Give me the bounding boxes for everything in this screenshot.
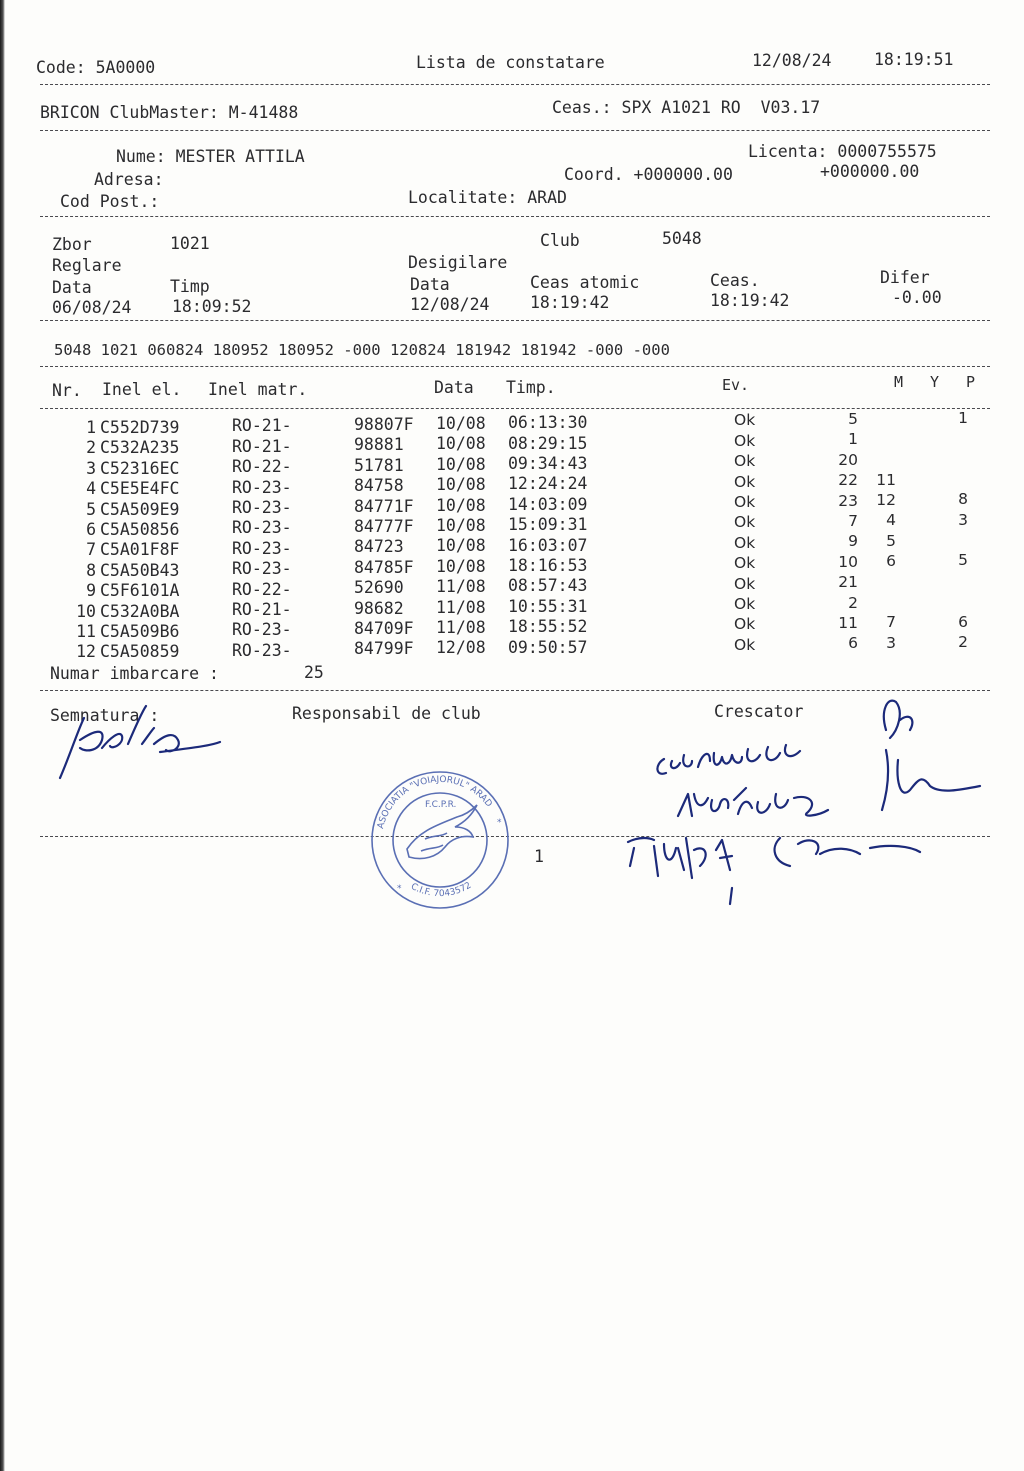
license-number: Licenta: 0000755575 [748, 142, 937, 161]
cell-inel-el: C5A01F8F [100, 540, 180, 560]
breeder-label: Crescator [714, 702, 804, 721]
cell-nr: 12 [76, 642, 96, 662]
cell-m: 22 [838, 471, 858, 490]
cell-time: 06:13:30 [508, 413, 588, 433]
cell-ring-number: 84758 [354, 476, 404, 496]
cell-inel-el: C532A235 [100, 438, 180, 458]
cell-ring-prefix: RO-23- [232, 620, 292, 640]
cell-nr: 5 [86, 499, 96, 519]
cell-time: 15:09:31 [508, 515, 588, 535]
cell-date: 11/08 [436, 597, 486, 617]
cell-inel-el: C552D739 [100, 418, 180, 437]
cell-p: 8 [958, 490, 968, 509]
desigilare-label: Desigilare [408, 253, 508, 272]
cell-nr: 2 [86, 438, 96, 458]
clubmaster-id: BRICON ClubMaster: M-41488 [40, 103, 299, 122]
cell-event: Ok [734, 595, 756, 613]
cell-ring-number: 52690 [354, 578, 404, 598]
divider [40, 366, 990, 367]
cell-ring-number: 84777F [354, 516, 414, 536]
cell-date: 10/08 [436, 454, 486, 474]
cell-ring-prefix: RO-23- [232, 559, 292, 579]
cell-p: 2 [958, 632, 968, 651]
cell-ring-prefix: RO-21- [232, 416, 292, 436]
col-header-inel-matr: Inel matr. [208, 380, 308, 399]
cell-ring-prefix: RO-21- [232, 436, 292, 456]
cell-p: 6 [958, 612, 968, 631]
cell-m: 10 [838, 552, 858, 571]
cell-time: 16:03:07 [508, 535, 588, 555]
cell-inel-el: C5A50B43 [100, 560, 180, 580]
cell-ring-prefix: RO-23- [232, 518, 292, 538]
cell-m: 9 [848, 532, 858, 551]
cell-event: Ok [734, 533, 756, 552]
divider [40, 320, 990, 321]
cell-event: Ok [734, 431, 756, 450]
cell-inel-el: C52316EC [100, 458, 180, 478]
cell-nr: 11 [76, 622, 96, 642]
cell-ring-number: 84709F [354, 618, 414, 638]
document-title: Lista de constatare [416, 53, 605, 72]
cell-m: 20 [838, 450, 858, 469]
cell-event: Ok [734, 635, 756, 654]
cell-m: 2 [848, 593, 858, 612]
cell-ring-prefix: RO-23- [232, 498, 292, 518]
breeder-signature-3 [620, 826, 940, 906]
cell-date: 10/08 [436, 495, 486, 515]
cell-date: 10/08 [436, 515, 486, 535]
cell-date: 10/08 [436, 556, 486, 576]
cell-event: Ok [734, 574, 756, 593]
cell-m: 6 [848, 634, 858, 653]
cell-time: 09:50:57 [508, 637, 588, 657]
cell-ring-number: 98881 [354, 435, 404, 455]
locality: Localitate: ARAD [408, 188, 567, 207]
cell-nr: 4 [86, 479, 96, 499]
cell-y: 4 [886, 511, 896, 530]
reglare-date-label: Data [52, 278, 92, 297]
signature-label: Semnatura : [50, 706, 160, 725]
cell-p: 1 [958, 408, 968, 427]
reglare-label: Reglare [52, 256, 122, 275]
cell-time: 10:55:31 [508, 596, 588, 616]
cell-nr: 10 [76, 601, 96, 621]
cell-m: 23 [838, 491, 858, 510]
boarding-label: Numar imbarcare : [50, 664, 219, 683]
difference-label: Difer [880, 268, 930, 287]
cell-p: 3 [958, 510, 968, 529]
clock-label: Ceas. [710, 271, 760, 290]
cell-p: 5 [958, 551, 968, 570]
col-header-timp: Timp. [506, 378, 556, 397]
cell-ring-number: 84785F [354, 557, 414, 577]
col-header-nr: Nr. [52, 381, 82, 400]
scan-edge [0, 0, 5, 1471]
stamp-star-right: * [497, 818, 502, 828]
stamp-center-text: F.C.P.R. [425, 800, 457, 810]
cell-ring-number: 98807F [354, 414, 414, 434]
cell-ring-number: 51781 [354, 455, 404, 475]
cell-ring-number: 84799F [354, 639, 414, 659]
cell-y: 7 [886, 613, 896, 632]
col-header-y: Y [930, 373, 940, 391]
stamp-ring-text: ASOCIATIA "VOIAJORUL" ARAD [376, 774, 494, 830]
cell-time: 18:16:53 [508, 555, 588, 575]
col-header-ev: Ev. [722, 376, 750, 394]
cell-m: 7 [848, 511, 858, 530]
cell-nr: 6 [86, 520, 96, 540]
cell-nr: 7 [86, 540, 96, 560]
cell-inel-el: C5A509E9 [100, 499, 180, 519]
cell-ring-prefix: RO-22- [232, 579, 292, 599]
club-number: 5048 [662, 229, 702, 248]
flight-label: Zbor [52, 235, 92, 254]
cell-event: Ok [734, 513, 756, 532]
page-number: 1 [534, 847, 544, 866]
boarding-count: 25 [304, 663, 324, 682]
clock-id: Ceas.: SPX A1021 RO V03.17 [552, 98, 821, 117]
cell-ring-number: 98682 [354, 598, 404, 618]
atomic-time: 18:19:42 [530, 293, 610, 312]
address-label: Adresa: [94, 170, 164, 189]
stamp-cif-text: C.I.F. 7043572 [408, 880, 474, 900]
col-header-inel-el: Inel el. [102, 380, 182, 399]
cell-ring-prefix: RO-23- [232, 538, 292, 558]
cell-y: 5 [886, 531, 896, 550]
divider [40, 216, 990, 217]
cell-event: Ok [734, 493, 756, 511]
cell-date: 10/08 [436, 536, 486, 556]
owner-name: Nume: MESTER ATTILA [116, 147, 305, 166]
cell-m: 1 [848, 430, 858, 449]
flight-number: 1021 [170, 234, 210, 253]
desigilare-date-label: Data [410, 275, 450, 294]
cell-ring-prefix: RO-21- [232, 600, 292, 620]
cell-nr: 9 [86, 581, 96, 601]
coordinates: Coord. +000000.00 [564, 165, 733, 184]
cell-time: 18:55:52 [508, 617, 588, 637]
breeder-signature-4 [860, 690, 990, 820]
cell-event: Ok [734, 411, 756, 430]
cell-date: 12/08 [436, 638, 486, 658]
cell-y: 12 [876, 491, 896, 510]
cell-event: Ok [734, 452, 756, 471]
club-label: Club [540, 231, 580, 250]
desigilare-date: 12/08/24 [410, 295, 490, 314]
print-time: 18:19:51 [874, 50, 954, 69]
reglare-time: 18:09:52 [172, 297, 252, 316]
cell-y: 11 [876, 470, 896, 489]
cell-ring-prefix: RO-22- [232, 457, 292, 477]
coordinates-second: +000000.00 [820, 162, 920, 181]
divider [40, 84, 990, 85]
cell-time: 08:57:43 [508, 576, 588, 596]
cell-inel-el: C5E5E4FC [100, 479, 180, 499]
association-stamp [365, 765, 515, 915]
cell-ring-prefix: RO-23- [232, 477, 292, 497]
cell-inel-el: C532A0BA [100, 601, 180, 621]
cell-inel-el: C5A50856 [100, 520, 180, 539]
cell-inel-el: C5A50859 [100, 642, 180, 662]
cell-y: 3 [886, 633, 896, 652]
cell-y: 6 [886, 552, 896, 571]
cell-m: 5 [848, 409, 858, 428]
col-header-data: Data [434, 378, 474, 397]
cell-time: 09:34:43 [508, 453, 588, 473]
cell-date: 11/08 [436, 577, 486, 597]
divider [40, 130, 990, 131]
cell-nr: 8 [86, 560, 96, 580]
difference-value: -0.00 [892, 288, 942, 307]
summary-line: 5048 1021 060824 180952 180952 -000 120824 181942 181942 -000 -000 [54, 341, 670, 359]
cell-time: 14:03:09 [508, 494, 588, 514]
club-responsible-label: Responsabil de club [292, 704, 481, 723]
atomic-clock-label: Ceas atomic [530, 273, 640, 292]
col-header-m: M [894, 373, 904, 391]
cell-date: 10/08 [436, 475, 486, 495]
cell-date: 11/08 [436, 617, 486, 637]
cell-ring-prefix: RO-23- [232, 640, 292, 660]
cell-ring-number: 84723 [354, 537, 404, 557]
cell-inel-el: C5F6101A [100, 581, 180, 601]
cell-time: 12:24:24 [508, 474, 588, 494]
cell-event: Ok [734, 615, 756, 634]
divider [40, 690, 990, 691]
cell-ring-number: 84771F [354, 496, 414, 516]
cell-m: 11 [838, 613, 858, 632]
print-date: 12/08/24 [752, 51, 832, 70]
reglare-time-label: Timp [170, 277, 210, 296]
cell-date: 10/08 [436, 413, 486, 433]
postcode-label: Cod Post.: [60, 192, 160, 211]
cell-m: 21 [838, 573, 858, 592]
reglare-date: 06/08/24 [52, 298, 132, 317]
cell-time: 08:29:15 [508, 433, 588, 453]
cell-nr: 1 [86, 418, 96, 438]
cell-inel-el: C5A509B6 [100, 622, 180, 641]
cell-event: Ok [734, 472, 756, 491]
clock-time: 18:19:42 [710, 291, 790, 310]
cell-date: 10/08 [436, 434, 486, 454]
code-label: Code: 5A0000 [36, 58, 156, 77]
cell-event: Ok [734, 554, 756, 573]
col-header-p: P [966, 373, 976, 391]
stamp-star-left: * [397, 884, 402, 894]
cell-nr: 3 [86, 458, 96, 478]
signature-scribble [50, 700, 230, 790]
